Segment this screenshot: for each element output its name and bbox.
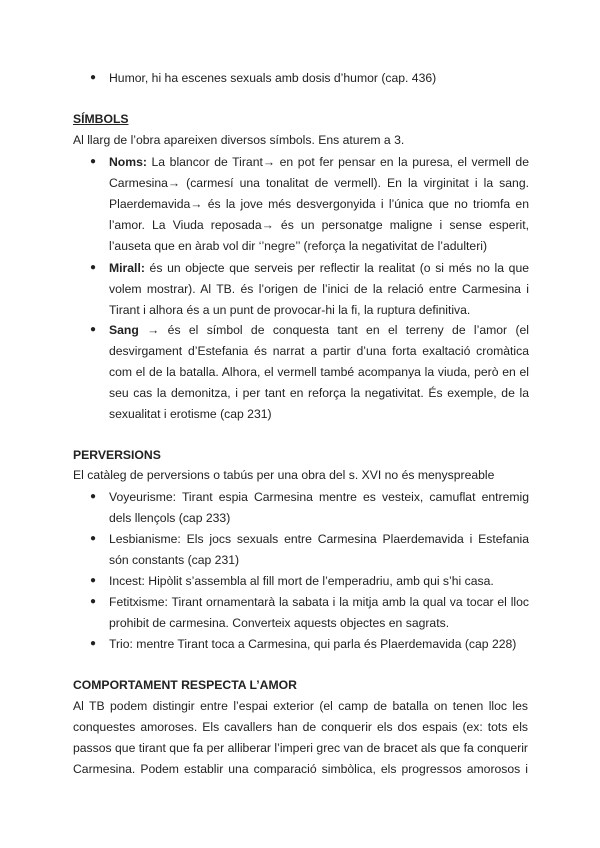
perversion-item-1-line-1: Voyeurisme: Tirant espia Carmesina mentre es vesteix, camuflat entremig <box>109 490 529 504</box>
sang-line-4: seu cas la demonitza, i per tant en reforça la negativitat. És exemple, de la <box>109 386 529 400</box>
bullet-icon: ● <box>90 575 97 586</box>
bullet-icon: ● <box>90 596 97 607</box>
mirall-line-2: volem mostrar). Al TB. és l’origen de l’inici de la relació entre Carmesina i <box>109 282 529 296</box>
perversions-intro: El catàleg de perversions o tabús per una obra del s. XVI no és menyspreable <box>73 468 495 482</box>
noms-line-2: Carmesina→ (carmesí una tonalitat de vermell). En la virginitat i la sang. <box>109 176 529 190</box>
sang-line-5: sexualitat i erotisme (cap 231) <box>109 407 272 421</box>
bullet-icon: ● <box>90 156 97 167</box>
bullet-icon: ● <box>90 638 97 649</box>
sang-line-3: com el de la batalla. Alhora, el vermell també acompanya la viuda, però en el <box>109 365 529 379</box>
simbols-heading: SÍMBOLS <box>73 112 129 126</box>
perversion-item-2-line-2: són constants (cap 231) <box>109 553 240 567</box>
perversion-item-3-line-1: Incest: Hipòlit s’assembla al fill mort de l’emperadriu, amb qui s’hi casa. <box>109 574 494 588</box>
mirall-line-1: Mirall: és un objecte que serveis per reflectir la realitat (o si més no la que <box>109 261 529 275</box>
noms-line-5: l’auseta que en àrab vol dir ‘’negre’’ (reforça la negativitat de l’adulteri) <box>109 239 488 253</box>
comportament-line-3: passos que tirant que fa per alliberar l’imperi grec van de bracet als que fa conquerir <box>73 741 528 755</box>
perversion-item-5-line-1: Trio: mentre Tirant toca a Carmesina, qui parla és Plaerdemavida (cap 228) <box>109 637 517 651</box>
noms-line-4: l’amor. La Viuda reposada→ és un personatge maligne i sense esperit, <box>109 218 529 232</box>
bullet-icon: ● <box>90 324 97 335</box>
bullet-icon: ● <box>90 491 97 502</box>
sang-line-1: Sang → és el símbol de conquesta tant en el terreny de l’amor (el <box>109 323 529 337</box>
mirall-term: Mirall: <box>109 261 145 275</box>
perversion-item-1-line-2: dels llençols (cap 233) <box>109 511 231 525</box>
comportament-line-2: conquestes amoroses. Els cavallers han de conquerir els dos espais (ex: tots els <box>73 720 528 734</box>
mirall-line-3: Tirant i alhora és a un punt de provocar-hi la fi, la ruptura definitiva. <box>109 303 471 317</box>
comportament-heading: COMPORTAMENT RESPECTA L’AMOR <box>73 678 297 692</box>
noms-line-1: Noms: La blancor de Tirant→ en pot fer pensar en la puresa, el vermell de <box>109 155 529 169</box>
simbols-intro: Al llarg de l’obra apareixen diversos símbols. Ens aturem a 3. <box>73 133 405 147</box>
comportament-line-4: Carmesina. Podem establir una comparació simbòlica, els progressos amorosos i <box>73 762 528 776</box>
bullet-icon: ● <box>90 262 97 273</box>
perversion-item-4-line-1: Fetitxisme: Tirant ornamentarà la sabata i la mitja amb la qual va tocar el lloc <box>109 595 529 609</box>
comportament-line-1: Al TB podem distingir entre l’espai exterior (el camp de batalla on tenen lloc les <box>73 699 528 713</box>
perversion-item-2-line-1: Lesbianisme: Els jocs sexuals entre Carmesina Plaerdemavida i Estefania <box>109 532 529 546</box>
humor-item: Humor, hi ha escenes sexuals amb dosis d’humor (cap. 436) <box>109 71 437 85</box>
sang-term: Sang <box>109 323 139 337</box>
bullet-icon: ● <box>90 533 97 544</box>
perversion-item-4-line-2: prohibit de carmesina. Converteix aquests objectes en sagrats. <box>109 616 450 630</box>
noms-line-3: Plaerdemavida→ és la jove més desvergonyida i l’única que no triomfa en <box>109 197 529 211</box>
sang-line-2: desvirgament d’Estefania és narrat a partir d’una forta exaltació cromàtica <box>109 344 529 358</box>
perversions-heading: PERVERSIONS <box>73 448 161 462</box>
noms-term: Noms: <box>109 155 147 169</box>
bullet-icon: ● <box>90 72 97 83</box>
